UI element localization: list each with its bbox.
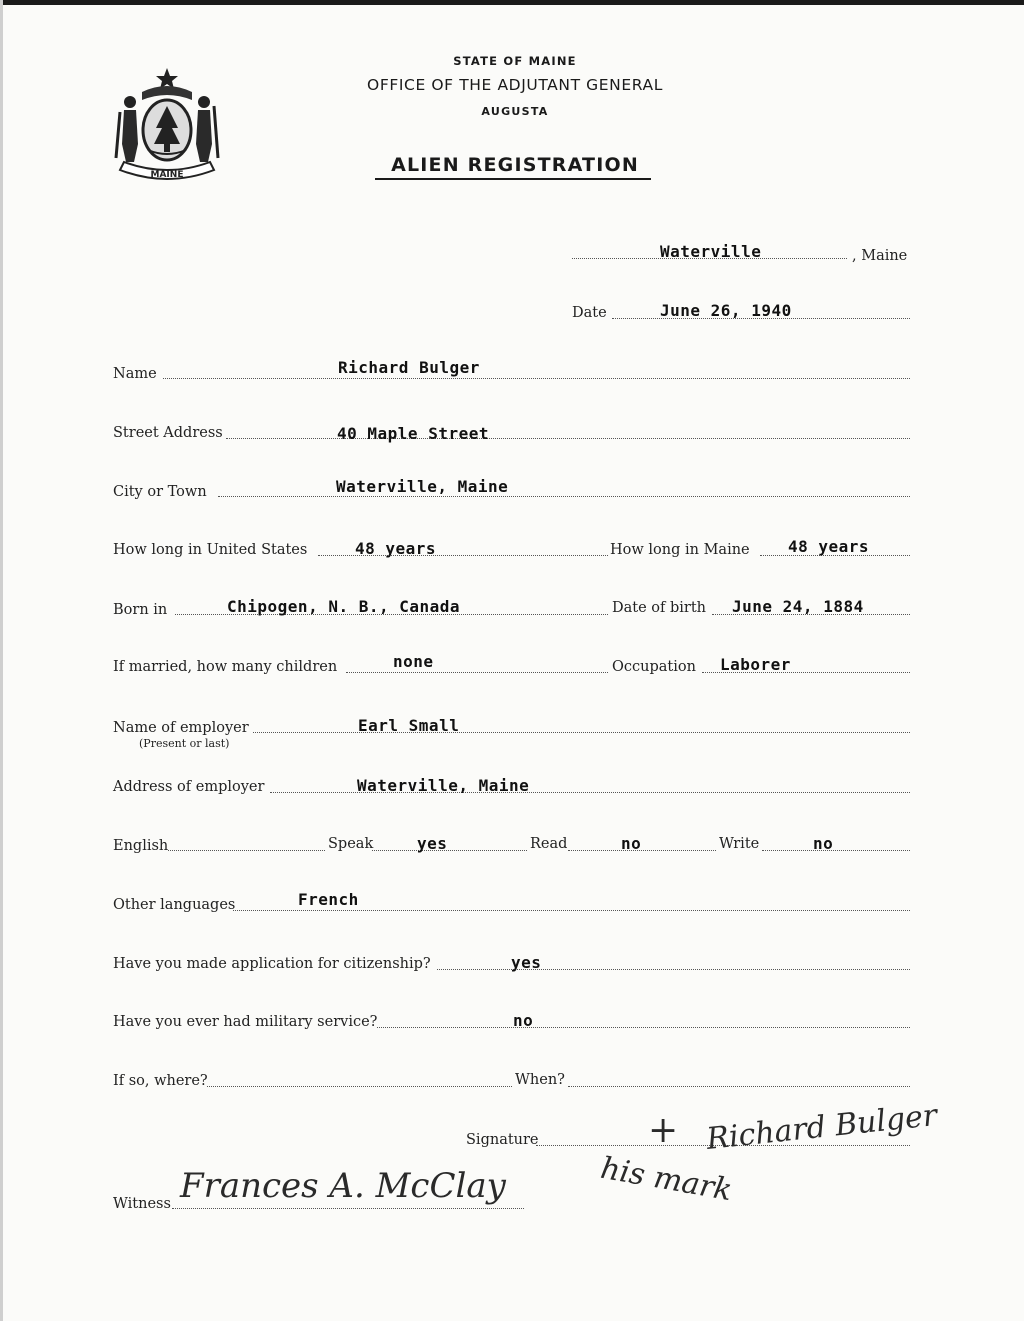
scan-left-edge	[0, 0, 3, 1321]
date-label: Date	[572, 305, 607, 321]
born-in-label: Born in	[113, 602, 168, 618]
employer-label: Name of employer	[113, 720, 249, 736]
city-value: Waterville, Maine	[336, 477, 509, 496]
where-label: If so, where?	[113, 1073, 208, 1089]
english-label: English	[113, 838, 169, 854]
where-line	[207, 1086, 512, 1087]
children-line	[346, 672, 608, 673]
date-value: June 26, 1940	[660, 301, 792, 320]
write-value: no	[813, 834, 834, 853]
when-label: When?	[515, 1072, 565, 1088]
how-long-us-label: How long in United States	[113, 542, 308, 558]
date-of-birth-label: Date of birth	[612, 600, 707, 616]
occupation-value: Laborer	[720, 655, 791, 674]
when-line	[568, 1086, 910, 1087]
signature-name: Richard Bulger	[704, 1097, 939, 1158]
write-label: Write	[719, 836, 760, 852]
witness-line	[172, 1208, 524, 1209]
seal-text: MAINE	[150, 170, 184, 180]
employer-sublabel: (Present or last)	[139, 737, 230, 750]
street-value: 40 Maple Street	[337, 424, 489, 443]
date-of-birth-value: June 24, 1884	[732, 597, 864, 616]
write-line	[762, 850, 910, 851]
children-value: none	[393, 652, 434, 671]
military-value: no	[513, 1011, 534, 1030]
city-line	[218, 496, 910, 497]
speak-label: Speak	[328, 836, 374, 852]
header-city: AUGUSTA	[481, 105, 549, 118]
name-label: Name	[113, 366, 157, 382]
speak-value: yes	[417, 834, 448, 853]
children-label: If married, how many children	[113, 659, 338, 675]
header-office: OFFICE OF THE ADJUTANT GENERAL	[367, 76, 663, 94]
citizenship-label: Have you made application for citizenship?	[113, 956, 431, 972]
other-languages-line	[233, 910, 910, 911]
read-label: Read	[530, 836, 568, 852]
place-value: Waterville	[660, 242, 762, 261]
title-underline	[375, 178, 651, 180]
occupation-label: Occupation	[612, 659, 696, 675]
born-in-value: Chipogen, N. B., Canada	[227, 597, 461, 616]
witness-name: Frances A. McClay	[180, 1166, 506, 1206]
signature-mark: +	[648, 1110, 679, 1151]
how-long-maine-value: 48 years	[788, 537, 870, 556]
scan-top-edge	[0, 0, 1024, 5]
how-long-us-value: 48 years	[355, 539, 437, 558]
header-state: STATE OF MAINE	[453, 54, 577, 68]
place-suffix: , Maine	[852, 248, 908, 264]
employer-value: Earl Small	[358, 716, 460, 735]
read-value: no	[621, 834, 642, 853]
speak-line	[372, 850, 527, 851]
signature-note: his mark	[597, 1150, 735, 1209]
how-long-maine-label: How long in Maine	[610, 542, 750, 558]
military-line	[377, 1027, 910, 1028]
city-label: City or Town	[113, 484, 207, 500]
read-line	[568, 850, 716, 851]
form-title: ALIEN REGISTRATION	[391, 154, 639, 176]
street-line	[226, 438, 910, 439]
street-label: Street Address	[113, 425, 223, 441]
employer-address-value: Waterville, Maine	[357, 776, 530, 795]
citizenship-value: yes	[511, 953, 542, 972]
maine-seal-icon	[112, 66, 222, 186]
other-languages-value: French	[298, 890, 359, 909]
employer-line	[253, 732, 910, 733]
name-line	[163, 378, 910, 379]
citizenship-line	[437, 969, 910, 970]
employer-address-label: Address of employer	[113, 779, 265, 795]
witness-label: Witness	[113, 1196, 171, 1212]
english-line	[168, 850, 325, 851]
signature-label: Signature	[466, 1132, 539, 1148]
military-label: Have you ever had military service?	[113, 1014, 378, 1030]
name-value: Richard Bulger	[338, 358, 480, 377]
other-languages-label: Other languages	[113, 897, 236, 913]
